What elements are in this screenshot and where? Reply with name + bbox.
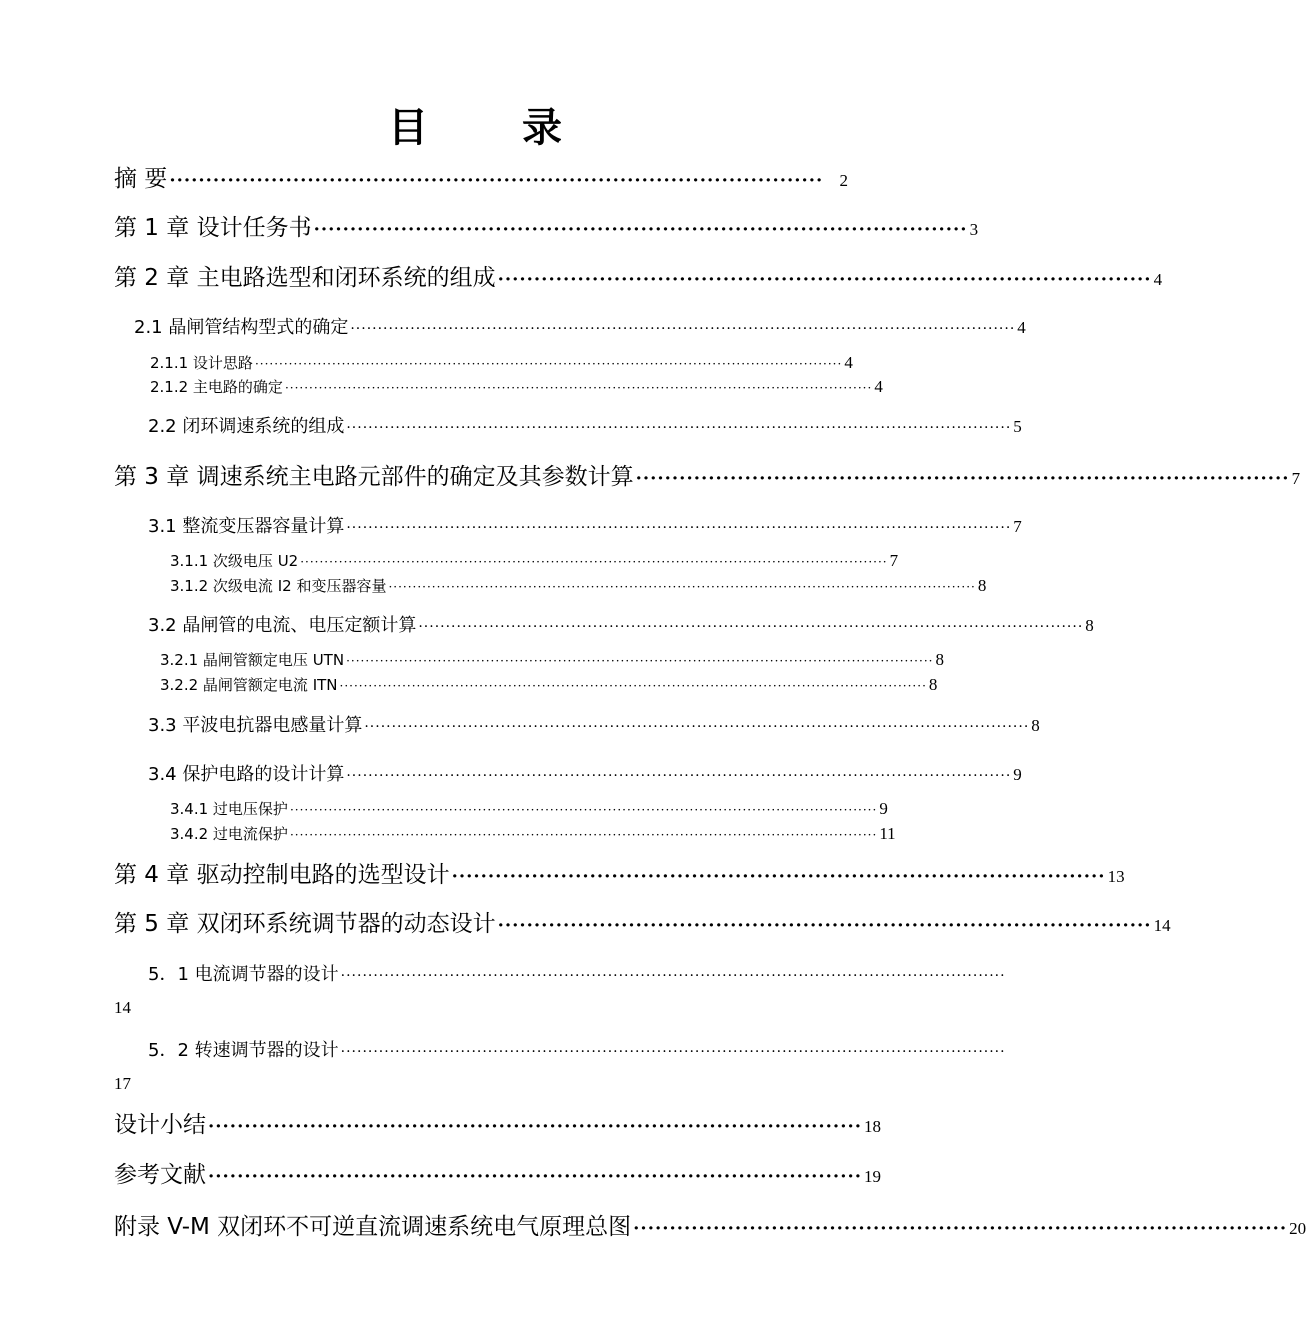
toc-entry-3-1[interactable]: [148, 512, 1022, 538]
dot-leader: ··························································································································: [289, 803, 878, 817]
toc-entry-page-wrapped: 14: [114, 998, 131, 1017]
toc-entry-page: 7: [889, 551, 899, 570]
toc-entry-page: 20: [1289, 1219, 1306, 1238]
dot-leader: ··························································································: [451, 866, 1106, 887]
toc-entry-page: 4: [1017, 318, 1026, 337]
toc-entry-2-1-2[interactable]: [150, 376, 883, 397]
toc-entry-page: 19: [864, 1167, 881, 1186]
toc-entry-page: 18: [864, 1117, 881, 1136]
dot-leader: ··························································································································: [350, 321, 1016, 337]
dot-leader: ··························································································: [497, 915, 1152, 936]
toc-entry-summary[interactable]: [114, 1106, 881, 1139]
toc-entry-3-4-1[interactable]: [170, 798, 888, 819]
toc-entry-3-4-2[interactable]: [170, 823, 896, 844]
toc-entry-label: 3.2.1 晶闸管额定电压 UTN: [160, 651, 345, 669]
toc-entry-chapter-3[interactable]: [114, 458, 1301, 491]
toc-entry-3-1-2[interactable]: [170, 575, 987, 596]
toc-entry-chapter-5[interactable]: [114, 905, 1171, 938]
toc-entry-page: 8: [928, 675, 938, 694]
toc-entry-label: 2.2 闭环调速系统的组成: [148, 416, 345, 437]
toc-entry-label: 3.1.2 次级电流 I2 和变压器容量: [170, 577, 387, 595]
dot-leader: ··························································································································: [346, 654, 934, 668]
toc-entry-3-3[interactable]: [148, 711, 1040, 737]
toc-entry-label: 设计小结: [114, 1112, 206, 1138]
toc-entry-page: 3: [969, 220, 979, 239]
dot-leader: ··························································································································: [364, 719, 1030, 735]
toc-entry-abstract[interactable]: [114, 160, 848, 193]
toc-entry-5-2[interactable]: [148, 1036, 1006, 1062]
toc-entry-appendix[interactable]: [114, 1208, 1306, 1241]
dot-leader: ··························································································································: [284, 381, 873, 395]
dot-leader: ··························································································································: [388, 580, 976, 594]
toc-entry-2-1[interactable]: [134, 313, 1026, 339]
dot-leader: ··························································································································: [346, 768, 1012, 784]
dot-leader: ··························································································: [208, 1166, 862, 1187]
toc-entry-page: 9: [1013, 765, 1022, 784]
toc-entry-label: 参考文献: [114, 1162, 206, 1188]
toc-entry-label: 第 4 章 驱动控制电路的选型设计: [114, 862, 450, 888]
dot-leader: ··························································································································: [289, 828, 878, 842]
dot-leader: ··························································································: [635, 468, 1290, 489]
dot-leader: ··························································································································: [300, 555, 888, 569]
dot-leader: ··························································································: [497, 269, 1152, 290]
toc-entry-page: 4: [844, 353, 853, 372]
dot-leader: ··························································································································: [339, 679, 927, 693]
toc-entry-chapter-2[interactable]: [114, 259, 1163, 292]
dot-leader: ··························································································································: [346, 420, 1012, 436]
toc-entry-label: 3.1.1 次级电压 U2: [170, 552, 299, 570]
toc-entry-label: 第 1 章 设计任务书: [114, 215, 312, 241]
toc-entry-page: 11: [879, 824, 896, 843]
toc-entry-3-2-2[interactable]: [160, 674, 938, 695]
toc-entry-references[interactable]: [114, 1156, 881, 1189]
toc-entry-page: 8: [977, 576, 987, 595]
toc-entry-page: 9: [879, 799, 888, 818]
toc-entry-label: 第 3 章 调速系统主电路元部件的确定及其参数计算: [114, 464, 634, 490]
dot-leader: ··························································································: [313, 219, 968, 240]
toc-entry-page: 8: [1085, 616, 1094, 635]
toc-entry-label: 3.2 晶闸管的电流、电压定额计算: [148, 615, 417, 636]
dot-leader: ··························································································································: [418, 619, 1084, 635]
toc-entry-label: 3.2.2 晶闸管额定电流 ITN: [160, 676, 338, 694]
toc-entry-label: 摘 要: [114, 166, 168, 192]
toc-entry-page: 4: [874, 377, 883, 396]
toc-entry-page: 8: [1031, 716, 1040, 735]
toc-entry-3-1-1[interactable]: [170, 550, 899, 571]
toc-entry-3-2-1[interactable]: [160, 649, 944, 670]
toc-entry-5-1[interactable]: [148, 960, 1006, 986]
toc-entry-page: 13: [1107, 867, 1125, 886]
toc-entry-chapter-4[interactable]: [114, 856, 1125, 889]
toc-entry-label: 附录 V-M 双闭环不可逆直流调速系统电气原理总图: [114, 1214, 632, 1240]
toc-entry-label: 2.1 晶闸管结构型式的确定: [134, 317, 349, 338]
toc-entry-label: 2.1.1 设计思路: [150, 354, 253, 372]
toc-entry-label: 3.3 平波电抗器电感量计算: [148, 715, 363, 736]
toc-entry-page: 5: [1013, 417, 1022, 436]
toc-entry-2-2[interactable]: [148, 412, 1022, 438]
toc-entry-2-1-1[interactable]: [150, 352, 853, 373]
toc-entry-label: 第 5 章 双闭环系统调节器的动态设计: [114, 911, 496, 937]
dot-leader: ··························································································································: [340, 968, 1006, 984]
dot-leader: ··························································································: [169, 170, 824, 191]
toc-entry-label: 5．1 电流调节器的设计: [148, 964, 339, 985]
toc-entry-page: 8: [935, 650, 944, 669]
toc-title: 目 录: [388, 105, 602, 151]
dot-leader: ··························································································································: [340, 1044, 1006, 1060]
toc-entry-3-4[interactable]: [148, 760, 1022, 786]
toc-entry-page: 2: [839, 171, 848, 190]
toc-entry-label: 5．2 转速调节器的设计: [148, 1040, 339, 1061]
dot-leader: ··························································································································: [346, 520, 1012, 536]
toc-entry-label: 3.4.2 过电流保护: [170, 825, 288, 843]
toc-entry-page: 4: [1153, 270, 1163, 289]
toc-entry-label: 2.1.2 主电路的确定: [150, 378, 283, 396]
toc-entry-label: 3.4.1 过电压保护: [170, 800, 288, 818]
toc-entry-page: 7: [1291, 469, 1301, 488]
dot-leader: ··························································································································: [254, 357, 843, 371]
toc-entry-chapter-1[interactable]: [114, 209, 979, 242]
toc-entry-3-2[interactable]: [148, 611, 1094, 637]
toc-entry-page: 7: [1013, 517, 1022, 536]
dot-leader: ··························································································: [208, 1116, 862, 1137]
toc-entry-label: 3.4 保护电路的设计计算: [148, 764, 345, 785]
toc-entry-label: 第 2 章 主电路选型和闭环系统的组成: [114, 265, 496, 291]
toc-entry-page-wrapped: 17: [114, 1074, 131, 1093]
toc-entry-label: 3.1 整流变压器容量计算: [148, 516, 345, 537]
dot-leader: ··························································································: [633, 1218, 1288, 1239]
toc-entry-page: 14: [1153, 916, 1171, 935]
